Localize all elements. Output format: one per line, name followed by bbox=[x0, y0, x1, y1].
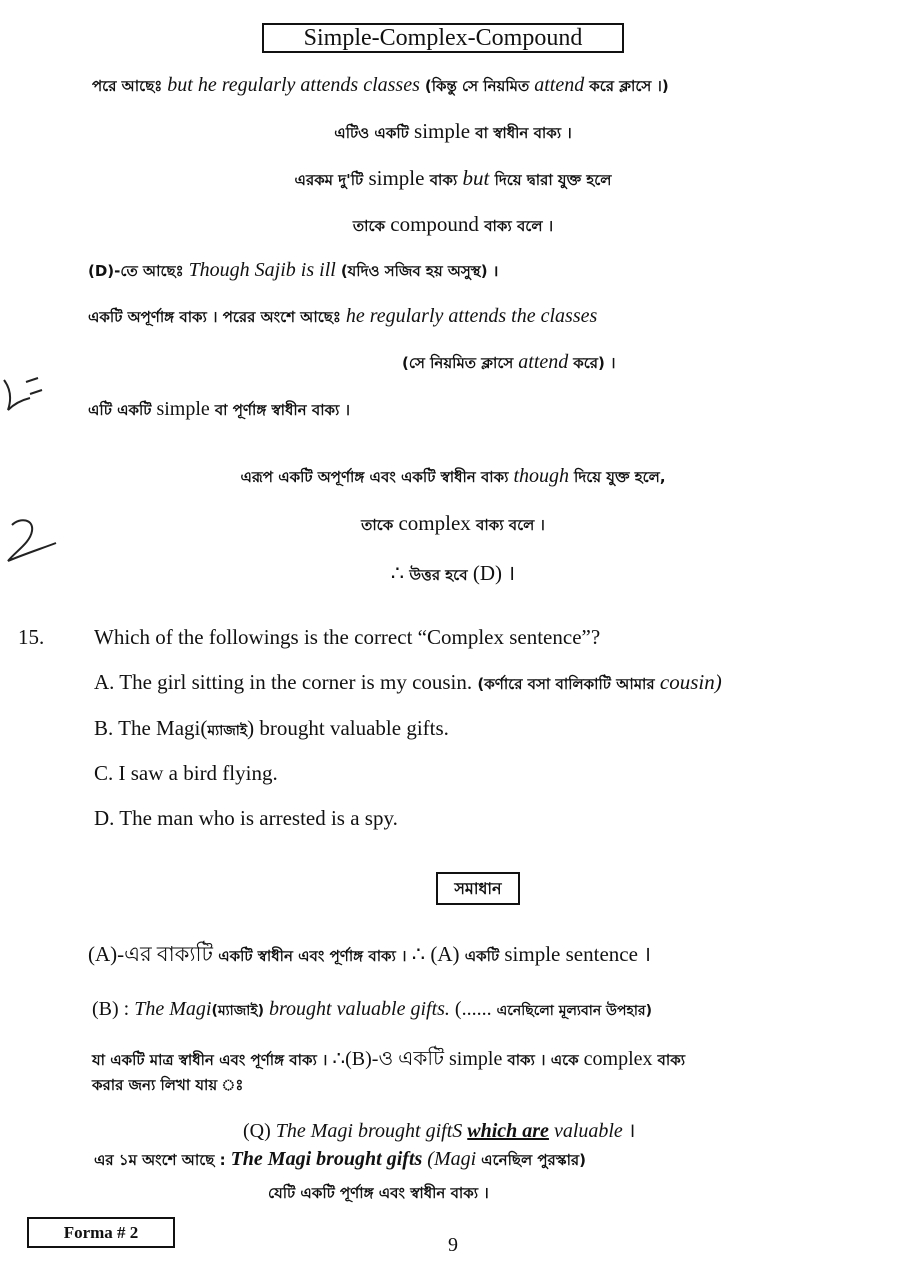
solution-line-7: যেটি একটি পূর্ণাঙ্গ এবং স্বাধীন বাক্য । bbox=[268, 1184, 489, 1202]
explain-line-7: (সে নিয়মিত ক্লাসে attend করে) । bbox=[402, 351, 616, 373]
explain-line-10: তাকে complex বাক্য বলে । bbox=[361, 511, 545, 535]
option-a: A. The girl sitting in the corner is my cousin. (কর্ণারে বসা বালিকাটি আমার cousin) bbox=[94, 670, 722, 694]
explain-line-4: তাকে compound বাক্য বলে । bbox=[352, 212, 554, 236]
explain-line-8: এটি একটি simple বা পূর্ণাঙ্গ স্বাধীন বাক্য । bbox=[88, 398, 350, 420]
forma-label: Forma # 2 bbox=[27, 1217, 175, 1248]
solution-line-2: (B) : The Magi(ম্যাজাই) brought valuable gifts. (...... এনেছিলো মূল্যবান উপহার) bbox=[92, 998, 652, 1020]
option-b: B. The Magi(ম্যাজাই) brought valuable gifts. bbox=[94, 716, 449, 740]
solution-line-6: এর ১ম অংশে আছে : The Magi brought gifts (Magi এনেছিল পুরস্কার) bbox=[94, 1148, 587, 1170]
solution-line-4: করার জন্য লিখা যায় ঃ bbox=[92, 1076, 244, 1094]
explain-line-3: এরকম দু'টি simple বাক্য but দিয়ে দ্বারা যুক্ত হলে bbox=[294, 166, 612, 190]
solution-line-5: (Q) The Magi brought giftS which are valuable । bbox=[243, 1120, 636, 1142]
handwritten-mark-1 bbox=[0, 370, 48, 420]
solution-line-3: যা একটি মাত্র স্বাধীন এবং পূর্ণাঙ্গ বাক্য । ∴(B)-ও একটি simple বাক্য । একে complex বাক্য bbox=[92, 1048, 686, 1070]
explain-line-2: এটিও একটি simple বা স্বাধীন বাক্য । bbox=[334, 119, 572, 143]
explain-line-1: পরে আছেঃ but he regularly attends classes (কিন্তু সে নিয়মিত attend করে ক্লাসে ।) bbox=[92, 74, 669, 96]
page-number: 9 bbox=[448, 1234, 458, 1256]
explain-line-9: এরূপ একটি অপূর্ণাঙ্গ এবং একটি স্বাধীন বাক্য though দিয়ে যুক্ত হলে, bbox=[240, 465, 666, 487]
therefore-icon: ∴ bbox=[390, 561, 405, 585]
question-number: 15. bbox=[18, 625, 45, 649]
option-c: C. I saw a bird flying. bbox=[94, 761, 278, 785]
question-text: Which of the followings is the correct “Complex sentence”? bbox=[94, 625, 601, 649]
solution-heading: সমাধান bbox=[436, 872, 520, 905]
solution-line-1: (A)-এর বাক্যটি একটি স্বাধীন এবং পূর্ণাঙ্গ বাক্য । ∴ (A) একটি simple sentence । bbox=[88, 942, 652, 966]
handwritten-mark-2 bbox=[0, 515, 60, 565]
explain-line-6: একটি অপূর্ণাঙ্গ বাক্য । পরের অংশে আছেঃ he regularly attends the classes bbox=[88, 305, 598, 327]
explain-line-5: (D)-তে আছেঃ Though Sajib is ill (যদিও সজিব হয় অসুস্থ) । bbox=[88, 259, 499, 281]
option-d: D. The man who is arrested is a spy. bbox=[94, 806, 398, 830]
explain-answer: ∴ উত্তর হবে (D) । bbox=[390, 561, 516, 585]
page-title: Simple-Complex-Compound bbox=[262, 23, 624, 53]
